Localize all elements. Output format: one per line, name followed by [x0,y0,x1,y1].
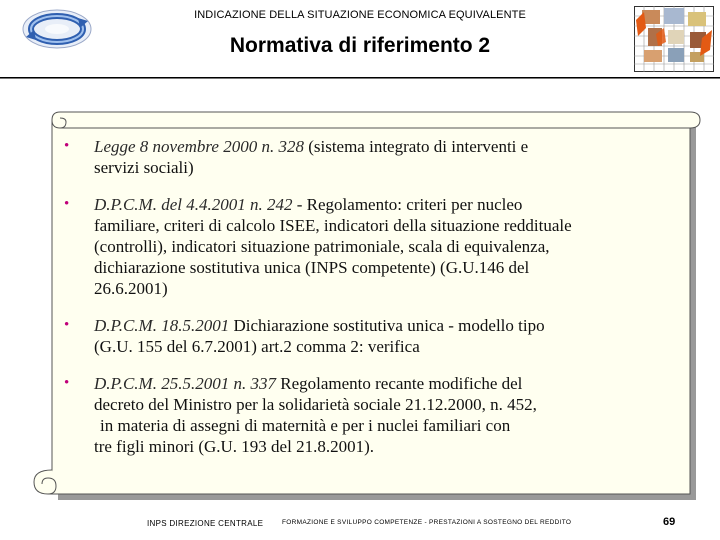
law-reference: D.P.C.M. 25.5.2001 n. 337 [94,374,276,393]
item-text: 26.6.2001) [94,279,168,298]
item-text: dichiarazione sostitutiva unica (INPS competente) (G.U.146 del [94,258,530,277]
item-text: Regolamento recante modifiche del [275,374,523,393]
item-text: familiare, criteri di calcolo ISEE, indicatori della situazione reddituale [94,216,572,235]
item-text: - Regolamento: criteri per nucleo [292,195,523,214]
item-text: decreto del Ministro per la solidarietà sociale 21.12.2000, n. 452, [94,395,537,414]
page-number: 69 [663,516,676,528]
header-subtitle: INDICAZIONE DELLA SITUAZIONE ECONOMICA EQUIVALENTE [194,9,526,21]
item-text: (controlli), indicatori situazione patrimoniale, scala di equivalenza, [94,237,550,256]
bullet-icon: • [64,317,70,333]
bullet-icon: • [64,196,70,212]
item-text: servizi sociali) [94,158,194,177]
bullet-icon: • [64,138,70,154]
legislation-list [64,136,674,473]
item-text: (G.U. 155 del 6.7.2001) art.2 comma 2: verifica [94,337,420,356]
list-item [64,136,674,178]
item-text: (sistema integrato di interventi e [303,137,529,156]
item-text: Dichiarazione sostitutiva unica - modello tipo [229,316,545,335]
law-reference: Legge 8 novembre 2000 n. 328 [94,137,304,156]
law-reference: D.P.C.M. del 4.4.2001 n. 242 [94,195,293,214]
page-title: Normativa di riferimento 2 [229,34,491,57]
item-text: in materia di assegni di maternità e per i nuclei familiari con [100,416,511,435]
list-item [64,373,674,457]
footer-department: FORMAZIONE E SVILUPPO COMPETENZE - PRESTAZIONI A SOSTEGNO DEL REDDITO [282,519,572,526]
footer-organization: INPS DIREZIONE CENTRALE [147,519,264,528]
list-item [64,315,674,357]
bullet-icon: • [64,375,70,391]
law-reference: D.P.C.M. 18.5.2001 [94,316,230,335]
item-text: tre figli minori (G.U. 193 del 21.8.2001). [94,437,374,456]
list-item [64,194,674,299]
